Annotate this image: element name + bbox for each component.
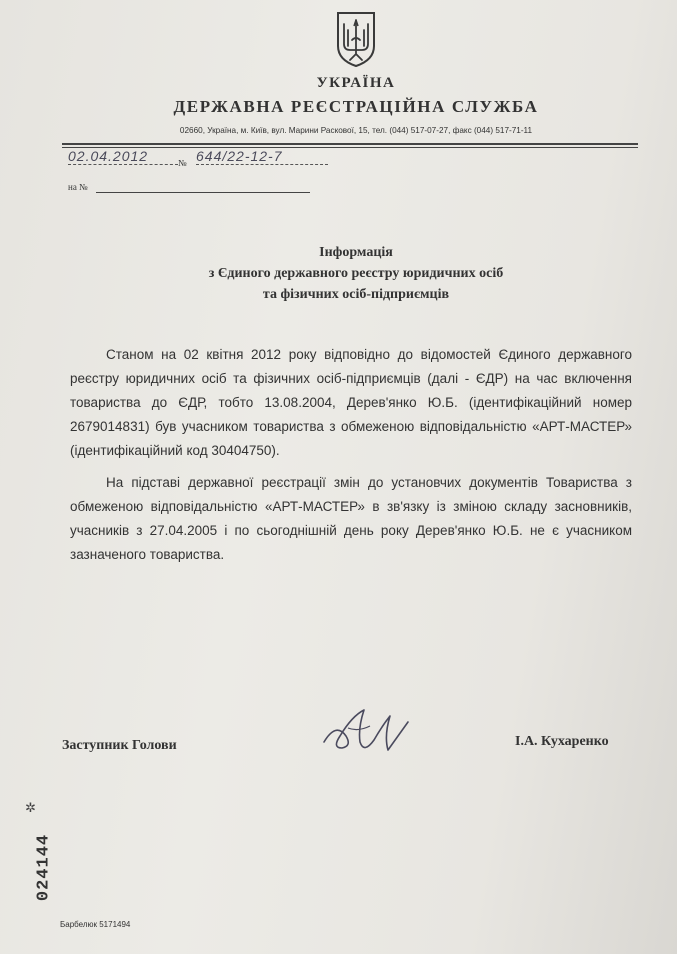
security-mark-icon: ✲ [25, 800, 36, 815]
body-paragraph-2: На підставі державної реєстрації змін до установчих документів Товариства з обмеженою відповідальністю «АРТ-МАСТЕР» в зв'язку із зміною складу засновників, учасників з 27.04.2005 і по сьогоднішній день року Дерев'янко Ю.Б. не є учасником зазначеного товариства. [70, 475, 632, 562]
number-label: № [178, 158, 187, 168]
document-title: Інформація [319, 245, 393, 260]
header-rule-thick [62, 143, 638, 145]
document-subtitle-line1: з Єдиного державного реєстру юридичних осіб [208, 266, 504, 281]
outgoing-number: 644/22-12-7 [196, 148, 328, 165]
printer-mark: Барбелюк 5171494 [60, 920, 131, 929]
serial-number: 024144 [34, 833, 54, 902]
document-body [70, 343, 632, 575]
signatory-position: Заступник Голови [62, 738, 177, 753]
agency-address: 02660, Україна, м. Київ, вул. Марини Раскової, 15, тел. (044) 517-07-27, факс (044) 517-71-11 [179, 126, 533, 135]
handwritten-signature [318, 702, 413, 760]
reference-label: на № [68, 182, 88, 192]
country-heading: УКРАЇНА [316, 75, 396, 91]
document-subtitle-line2: та фізичних осіб-підприємців [262, 287, 450, 302]
outgoing-date: 02.04.2012 [68, 148, 178, 165]
trident-emblem-icon [335, 10, 377, 68]
body-paragraph-1: Станом на 02 квітня 2012 року відповідно до відомостей Єдиного державного реєстру юридичних осіб та фізичних осіб-підприємців (далі - ЄДР) на час включення товариства до ЄДР, тобто 13.08.2004, Дерев'янко Ю.Б. (ідентифікаційний номер 2679014831) був учасником товариства з обмеженою відповідальністю «АРТ-МАСТЕР» (ідентифікаційний код 30404750). [70, 347, 632, 458]
signatory-name: І.А. Кухаренко [515, 734, 609, 749]
agency-heading: ДЕРЖАВНА РЕЄСТРАЦІЙНА СЛУЖБА [173, 97, 539, 116]
reference-blank [96, 192, 310, 193]
